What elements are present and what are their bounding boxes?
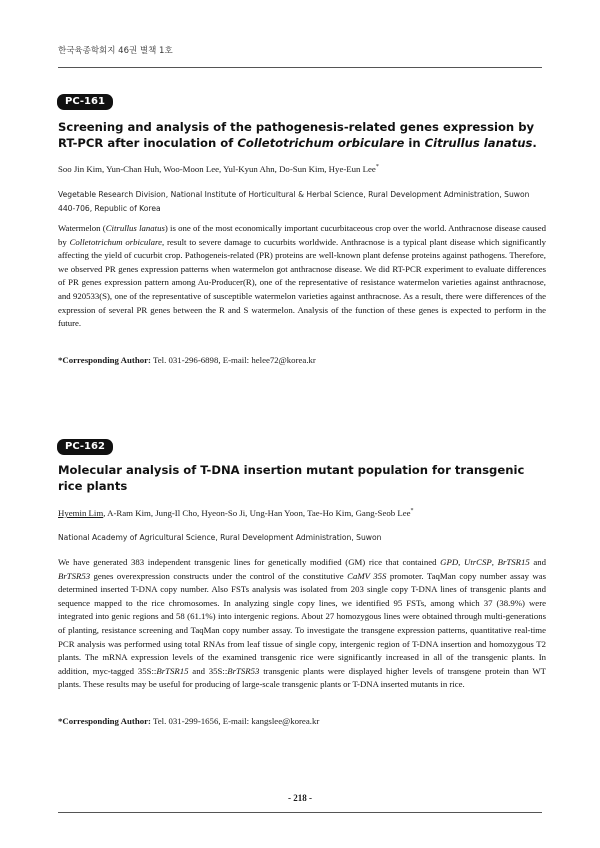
paper-title: Molecular analysis of T-DNA insertion mutant population for transgenic rice plants xyxy=(58,463,525,493)
journal-header: 한국육종학회지 46권 별책 1호 xyxy=(58,46,173,56)
abstract-code-badge: PC-162 xyxy=(57,439,113,455)
affiliation: Vegetable Research Division, National Institute of Horticultural & Herbal Science, Rural Development Administration, Suwon 440-706, Republic of Korea xyxy=(58,190,530,213)
species-name: Colletotrichum orbiculare xyxy=(237,135,405,150)
header-divider xyxy=(58,67,542,68)
author-list: Hyemin Lim, A-Ram Kim, Jung-Il Cho, Hyeon-So Ji, Ung-Han Yoon, Tae-Ho Kim, Gang-Seob Lee* xyxy=(58,508,414,518)
corresponding-author: *Corresponding Author: Tel. 031-299-1656, E-mail: kangslee@korea.kr xyxy=(58,716,320,726)
presenting-author: Hyemin Lim xyxy=(58,508,104,518)
author-list: Soo Jin Kim, Yun-Chan Huh, Woo-Moon Lee, Yul-Kyun Ahn, Do-Sun Kim, Hye-Eun Lee* xyxy=(58,164,379,174)
abstract-body: Watermelon (Citrullus lanatus) is one of the most economically important cucurbitaceous crop over the world. Anthracnose disease caused by Colletotrichum orbiculare, result to severe damage to cucurbits worldwide. Anthracnose is a typical plant disease which significantly affecting the yield of cucurbit crop. Pathogeneis-related (PR) proteins are well-known plant defense proteins against pathogens. Therefore, we observed PR genes expression patterns when watermelon got anthracnose disease. We did RT-PCR experiment to evaluate differences of PR genes expression pattern among Au-Producer(R), one of the representative of resistance watermelon varieties against anthracnose, and 920533(S), one of the representative of susceptible watermelon varieties against anthracnose. As a result, there were differences of the expression of several PR genes between the R and S watermelon. Analysis of the function of these genes is expected to perform in the future. xyxy=(58,223,546,329)
page-number: - 218 - xyxy=(288,793,312,803)
paper-title: Screening and analysis of the pathogenesis-related genes expression by RT-PCR after inoculation of Colletotrichum orbiculare in Citrullus lanatus. xyxy=(58,120,537,150)
affiliation: National Academy of Agricultural Science, Rural Development Administration, Suwon xyxy=(58,533,382,542)
species-name: Citrullus lanatus xyxy=(424,135,533,150)
footer-divider xyxy=(58,812,542,813)
abstract-body: We have generated 383 independent transgenic lines for genetically modified (GM) rice that contained GPD, UtrCSP, BrTSR15 and BrTSR53 genes overexpression constructs under the control of the constitutive CaMV 35S promoter. TaqMan copy number assay was determined inserted T-DNA copy number. Also FSTs analysis was isolated from 203 single copy T-DNA lines of transgenic plants and sequence mapped to the rice chromosomes. In analyzing single copy lines, we identified 95 FSTs, among which 37 (38.9%) were integrated into genic regions and 58 (61.1%) into intergenic regions. About 27 homozygous lines were obtained through multi-generations of planting, resistance screening and TaqMan copy number assay. To investigate the transgene expression patterns, quantitative real-time PCR analysis was performed using total RNAs from leaf tissue of single copy, intergenic region of T-DNA insertion and homozygous T2 plants. The mRNA expression levels of the examined transgenic rice were significantly increased in all of the transgenic plants. In addition, myc-tagged 35S::BrTSR15 and 35S::BrTSR53 transgenic plants were displayed higher levels of transgene protein than WT plants. These results may be useful for producing of large-scale transgenic plants or T-DNA inserted mutants in rice. xyxy=(58,557,547,690)
abstract-code-badge: PC-161 xyxy=(57,94,113,110)
corresponding-author: *Corresponding Author: Tel. 031-296-6898, E-mail: helee72@korea.kr xyxy=(58,355,316,365)
